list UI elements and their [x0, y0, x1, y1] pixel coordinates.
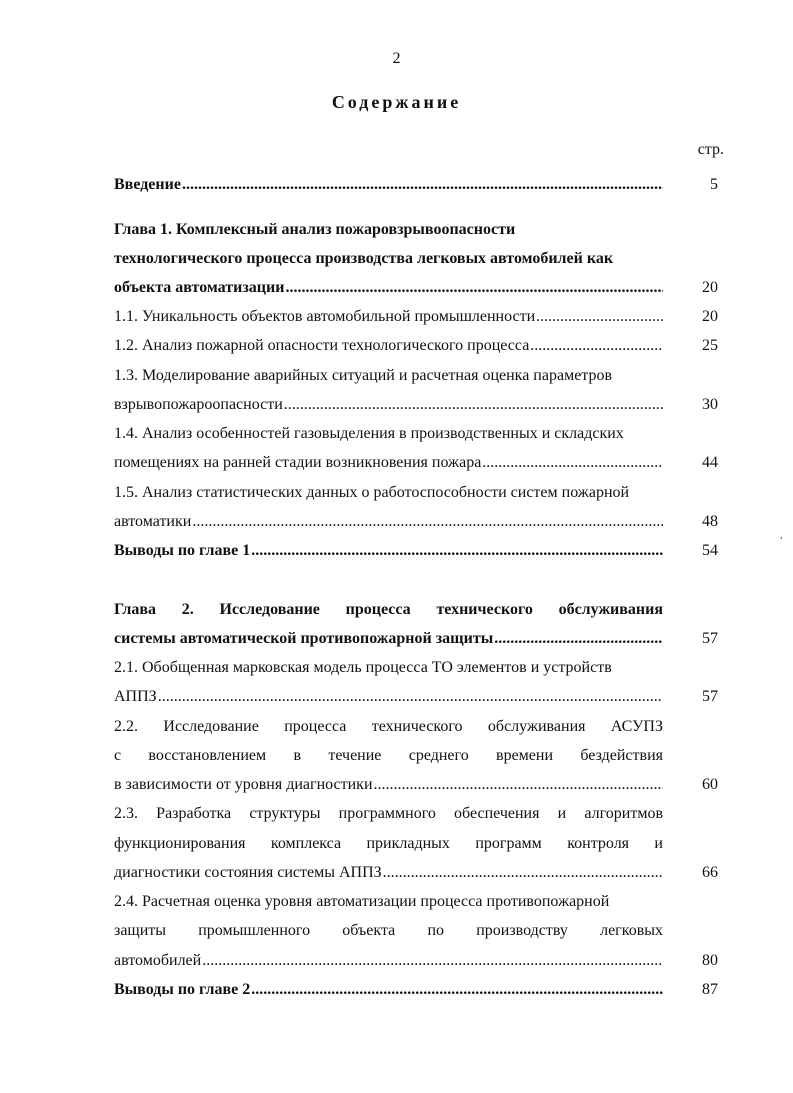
toc-entry-conclusions-2-page: 87: [702, 981, 718, 998]
toc-entry-2-1-line-1[interactable]: 2.1. Обобщенная марковская модель процесса ТО элементов и устройств: [114, 659, 612, 676]
toc-entry-2-3-page: 66: [702, 864, 718, 881]
toc-entry-2-2-line-2[interactable]: с восстановлением в течение среднего времени бездействия: [114, 747, 663, 764]
toc-entry-1-4-page: 44: [702, 454, 718, 471]
toc-entry-2-1-page: 57: [702, 688, 718, 705]
toc-entry-1-3-line-1[interactable]: 1.3. Моделирование аварийных ситуаций и расчетная оценка параметров: [114, 367, 613, 384]
page-number: 2: [392, 50, 401, 67]
toc-entry-chapter-2-line-2[interactable]: системы автоматической противопожарной защиты .....: [114, 628, 663, 650]
toc-entry-1-1-page: 20: [702, 308, 718, 325]
toc-entry-1-1[interactable]: 1.1. Уникальность объектов автомобильной промышленности .....: [114, 306, 663, 328]
toc-entry-2-1-line-2[interactable]: АППЗ .....: [114, 686, 663, 708]
toc-entry-1-5-line-1[interactable]: 1.5. Анализ статистических данных о работоспособности систем пожарной: [114, 484, 630, 501]
toc-entry-conclusions-2[interactable]: Выводы по главе 2 .....: [114, 979, 663, 1001]
toc-entry-intro-page: 5: [710, 176, 718, 193]
toc-entry-chapter-1-line-3[interactable]: объекта автоматизации .....: [114, 277, 663, 299]
pages-column-label: стр.: [697, 141, 724, 158]
toc-entry-1-3-line-2[interactable]: взрывопожароопасности .....: [114, 394, 663, 416]
toc-entry-2-3-line-1[interactable]: 2.3. Разработка структуры программного обеспечения и алгоритмов: [114, 805, 663, 822]
toc-entry-intro[interactable]: Введение .....: [114, 174, 663, 196]
toc-entry-1-5-line-2[interactable]: автоматики .....: [114, 511, 663, 533]
toc-entry-2-3-line-3[interactable]: диагностики состояния системы АППЗ .....: [114, 862, 663, 884]
toc-entry-chapter-1-line-1[interactable]: Глава 1. Комплексный анализ пожаровзрывоопасности: [114, 221, 516, 238]
toc-entry-chapter-1-page: 20: [702, 279, 718, 296]
toc-entry-1-4-line-1[interactable]: 1.4. Анализ особенностей газовыделения в производственных и складских: [114, 425, 624, 442]
toc-entry-2-4-line-2[interactable]: защиты промышленного объекта по производству легковых: [114, 922, 663, 939]
toc-entry-1-2-page: 25: [702, 337, 718, 354]
toc-entry-2-4-line-3[interactable]: автомобилей .....: [114, 950, 663, 972]
toc-entry-chapter-1-line-2[interactable]: технологического процесса производства легковых автомобилей как: [114, 250, 614, 267]
toc-entry-chapter-2-page: 57: [702, 630, 718, 647]
toc-entry-1-4-line-2[interactable]: помещениях на ранней стадии возникновения пожара .....: [114, 452, 663, 474]
toc-entry-2-4-line-1[interactable]: 2.4. Расчетная оценка уровня автоматизации процесса противопожарной: [114, 893, 610, 910]
toc-entry-conclusions-1-page: 54: [702, 542, 718, 559]
toc-entry-2-2-line-3[interactable]: в зависимости от уровня диагностики .....: [114, 774, 663, 796]
toc-entry-2-3-line-2[interactable]: функционирования комплекса прикладных программ контроля и: [114, 835, 663, 852]
toc-entry-1-5-page: 48: [702, 513, 718, 530]
toc-entry-1-3-page: 30: [702, 396, 718, 413]
margin-mark: ,: [780, 530, 783, 541]
toc-entry-chapter-2-line-1[interactable]: Глава 2. Исследование процесса технического обслуживания: [114, 601, 663, 618]
toc-entry-conclusions-1[interactable]: Выводы по главе 1 .....: [114, 540, 663, 562]
toc-entry-1-2[interactable]: 1.2. Анализ пожарной опасности технологического процесса .....: [114, 335, 663, 357]
toc-title: Содержание: [331, 92, 462, 112]
toc-entry-2-4-page: 80: [702, 952, 718, 969]
toc-entry-2-2-line-1[interactable]: 2.2. Исследование процесса технического обслуживания АСУПЗ: [114, 718, 663, 735]
toc-entry-2-2-page: 60: [702, 776, 718, 793]
